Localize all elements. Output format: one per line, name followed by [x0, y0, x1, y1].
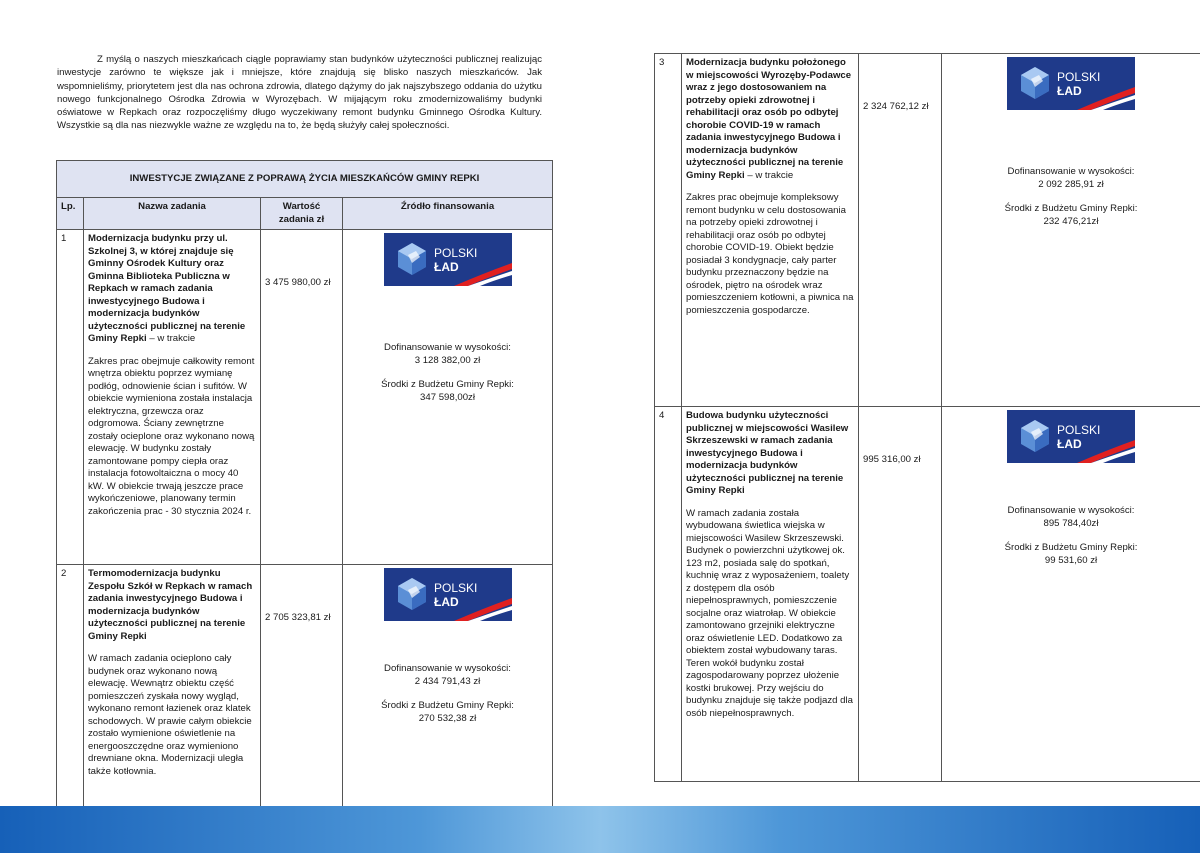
- funding-details: [347, 342, 548, 404]
- header-value: Wartość zadania zł: [261, 198, 343, 230]
- svg-text:POLSKI: POLSKI: [433, 581, 477, 595]
- own-funds: Środki z Budżetu Gminy Repki: 232 476,21zł: [1004, 203, 1138, 227]
- task-description: Zakres prac obejmuje całkowity remont wnętrza obiektu poprzez wymianę podłóg, odnowienie ścian i sufitów. W obiekcie wymieniona została instalacja elektryczna, grzewcza oraz odgromowa. Ściany zewnętrzne zostały ocieplone oraz wykonano nową elewację. W budynku zostały zamontowane pompy ciepła oraz instalacja fotowoltaiczna o mocy 40 kW. W obiekcie trwają jeszcze prace wykończeniowe, planowany termin zakończenia prac - 30 stycznia 2024 r.: [88, 355, 255, 517]
- table-row: [655, 54, 1200, 407]
- funding-details: [347, 663, 548, 725]
- polski-lad-logo: [384, 233, 512, 286]
- row-funding: [942, 407, 1200, 782]
- row-task: [84, 565, 261, 808]
- task-title: Budowa budynku użyteczności publicznej w miejscowości Wasilew Skrzeszewski w ramach zadania inwestycyjnego Budowa i modernizacja budynków użyteczności publicznej na terenie Gminy Repki: [686, 410, 849, 496]
- fund-label: Dofinansowanie w wysokości: 3 128 382,00 zł: [384, 342, 511, 366]
- fund-value: 895 784,40zł: [1043, 517, 1099, 529]
- polski-lad-logo: [1007, 410, 1135, 463]
- task-description: W ramach zadania została wybudowana świetlica wiejska w miejscowości Wasilew Skrzeszewski. Budynek o powierzchni użytkowej ok. 123 m2, posiada salę do spotkań, kuchnię wraz z wyposażeniem, toalety z dostępem dla osób niepełnosprawnych, pomieszczenie socjalne oraz wiatrołap. W obiekcie zamontowano grzejniki elektryczne oraz oświetlenie LED. Dodatkowo za obiektem został wybudowany taras. Teren wokół budynku został zagospodarowany poprzez ułożenie kostki brukowej. Przy wejściu do budynku znajduje się także podjazd dla osób niepełnosprawnych.: [686, 507, 853, 719]
- row-task: [682, 407, 859, 782]
- row-value: 995 316,00 zł: [859, 407, 942, 782]
- polski-lad-logo: [384, 568, 512, 621]
- task-status: – w trakcie: [146, 333, 196, 344]
- fund-value: 2 434 791,43 zł: [414, 675, 481, 687]
- funding-details: [946, 505, 1196, 567]
- fund-label: Dofinansowanie w wysokości: 895 784,40zł: [1007, 505, 1135, 529]
- row-funding: [343, 565, 553, 808]
- svg-text:POLSKI: POLSKI: [1057, 423, 1101, 437]
- table-row: [655, 407, 1200, 782]
- polski-lad-logo: [1007, 57, 1135, 110]
- header-lp: Lp.: [57, 198, 84, 230]
- own-funds: Środki z Budżetu Gminy Repki: 347 598,00zł: [381, 379, 514, 403]
- task-title: Modernizacja budynku przy ul. Szkolnej 3, w której znajduje się Gminny Ośrodek Kultury oraz Gminna Biblioteka Publiczna w Repkach w ramach zadania inwestycyjnego Budowa i modernizacja budynków użyteczności publicznej na terenie Gminy Repki – w trakcie: [88, 233, 246, 344]
- header-name: Nazwa zadania: [84, 198, 261, 230]
- own-value: 347 598,00zł: [420, 391, 475, 403]
- row-value: 2 324 762,12 zł: [859, 54, 942, 407]
- row-value: 2 705 323,81 zł: [261, 565, 343, 808]
- row-value: 3 475 980,00 zł: [261, 230, 343, 565]
- footer-band: [0, 806, 1200, 853]
- svg-text:ŁAD: ŁAD: [433, 260, 459, 274]
- own-funds: Środki z Budżetu Gminy Repki: 270 532,38 zł: [381, 700, 514, 724]
- header-source: Źródło finansowania: [343, 198, 553, 230]
- own-value: 232 476,21zł: [1043, 215, 1099, 227]
- table-row: [57, 230, 553, 565]
- investments-table: [56, 160, 553, 808]
- row-lp: 1: [57, 230, 84, 565]
- own-value: 99 531,60 zł: [1044, 554, 1098, 566]
- fund-label: Dofinansowanie w wysokości: 2 092 285,91 zł: [1007, 166, 1135, 190]
- svg-text:ŁAD: ŁAD: [433, 595, 459, 609]
- page-right: [600, 0, 1200, 853]
- svg-text:ŁAD: ŁAD: [1057, 437, 1082, 451]
- funding-details: [946, 166, 1196, 228]
- task-title: Modernizacja budynku położonego w miejscowości Wyrozęby-Podawce wraz z jego dostosowaniem na potrzeby opieki zdrowotnej i rehabilitacji oraz osób po odbytej chorobie COVID-19 w ramach zadania inwestycyjnego Budowa i modernizacja budynków użyteczności publicznej na terenie Gminy Repki – w trakcie: [686, 57, 852, 181]
- fund-value: 3 128 382,00 zł: [414, 354, 481, 366]
- row-lp: 4: [655, 407, 682, 782]
- intro-paragraph: Z myślą o naszych mieszkańcach ciągle poprawiamy stan budynków użyteczności publicznej realizując inwestycje zarówno te większe jak i mniejsze, które znajdują się blisko naszych mieszkańców. Jak wspomnieliśmy, priorytetem jest dla nas ochrona zdrowia, dlatego dążymy do jak najszybszego oddania do użytku nowego funkcjonalnego Ośrodka Zdrowia w Wyrozębach. W mijającym roku zmodernizowaliśmy budynki oświatowe w Repkach oraz rozpoczęliśmy długo wyczekiwany remont budynku Gminnego Ośrodka Kultury. Wszystkie są dla nas niezwykle ważne ze względu na to, że będą służyły całej społeczności.: [57, 54, 542, 132]
- own-value: 270 532,38 zł: [418, 712, 477, 724]
- task-description: W ramach zadania ocieplono cały budynek oraz wykonano nową elewację. Wewnątrz obiektu część pomieszczeń zyskała nowy wygląd, wykonano remont łazienek oraz klatek schodowych. W prawie całym obiekcie zostało wymienione oświetlenie na energooszczędne oraz wymieniono drewniane okna. Modernizacji uległa także kotłownia.: [88, 653, 252, 777]
- svg-text:POLSKI: POLSKI: [1057, 70, 1101, 84]
- table-title: INWESTYCJE ZWIĄZANE Z POPRAWĄ ŻYCIA MIESZKAŃCÓW GMINY REPKI: [57, 161, 553, 198]
- svg-text:POLSKI: POLSKI: [433, 246, 477, 260]
- svg-text:ŁAD: ŁAD: [1057, 84, 1082, 98]
- task-title: Termomodernizacja budynku Zespołu Szkół w Repkach w ramach zadania inwestycyjnego Budowa i modernizacja budynków użyteczności publicznej na terenie Gminy Repki: [88, 568, 253, 642]
- fund-label: Dofinansowanie w wysokości: 2 434 791,43 zł: [384, 663, 511, 687]
- fund-value: 2 092 285,91 zł: [1038, 178, 1104, 190]
- row-task: [84, 230, 261, 565]
- row-funding: [942, 54, 1200, 407]
- task-status: – w trakcie: [744, 169, 794, 181]
- task-description: Zakres prac obejmuje kompleksowy remont budynku w celu dostosowania na potrzeby opieki zdrowotnej i rehabilitacji oraz osób po odbytej chorobie COVID-19. Obiekt będzie posiadał 3 kondygnacje, cały parter budynku przeznaczony będzie na ośrodek, piętro na ośrodek wraz pomieszczeniem kotłowni, a piwnica na pomieszczenia gospodarcze.: [686, 192, 854, 316]
- table-row: [57, 565, 553, 808]
- row-funding: [343, 230, 553, 565]
- intro-text: [57, 53, 542, 133]
- row-lp: 3: [655, 54, 682, 407]
- own-funds: Środki z Budżetu Gminy Repki: 99 531,60 zł: [1004, 542, 1138, 566]
- row-task: [682, 54, 859, 407]
- investments-table-continued: [654, 53, 1200, 782]
- row-lp: 2: [57, 565, 84, 808]
